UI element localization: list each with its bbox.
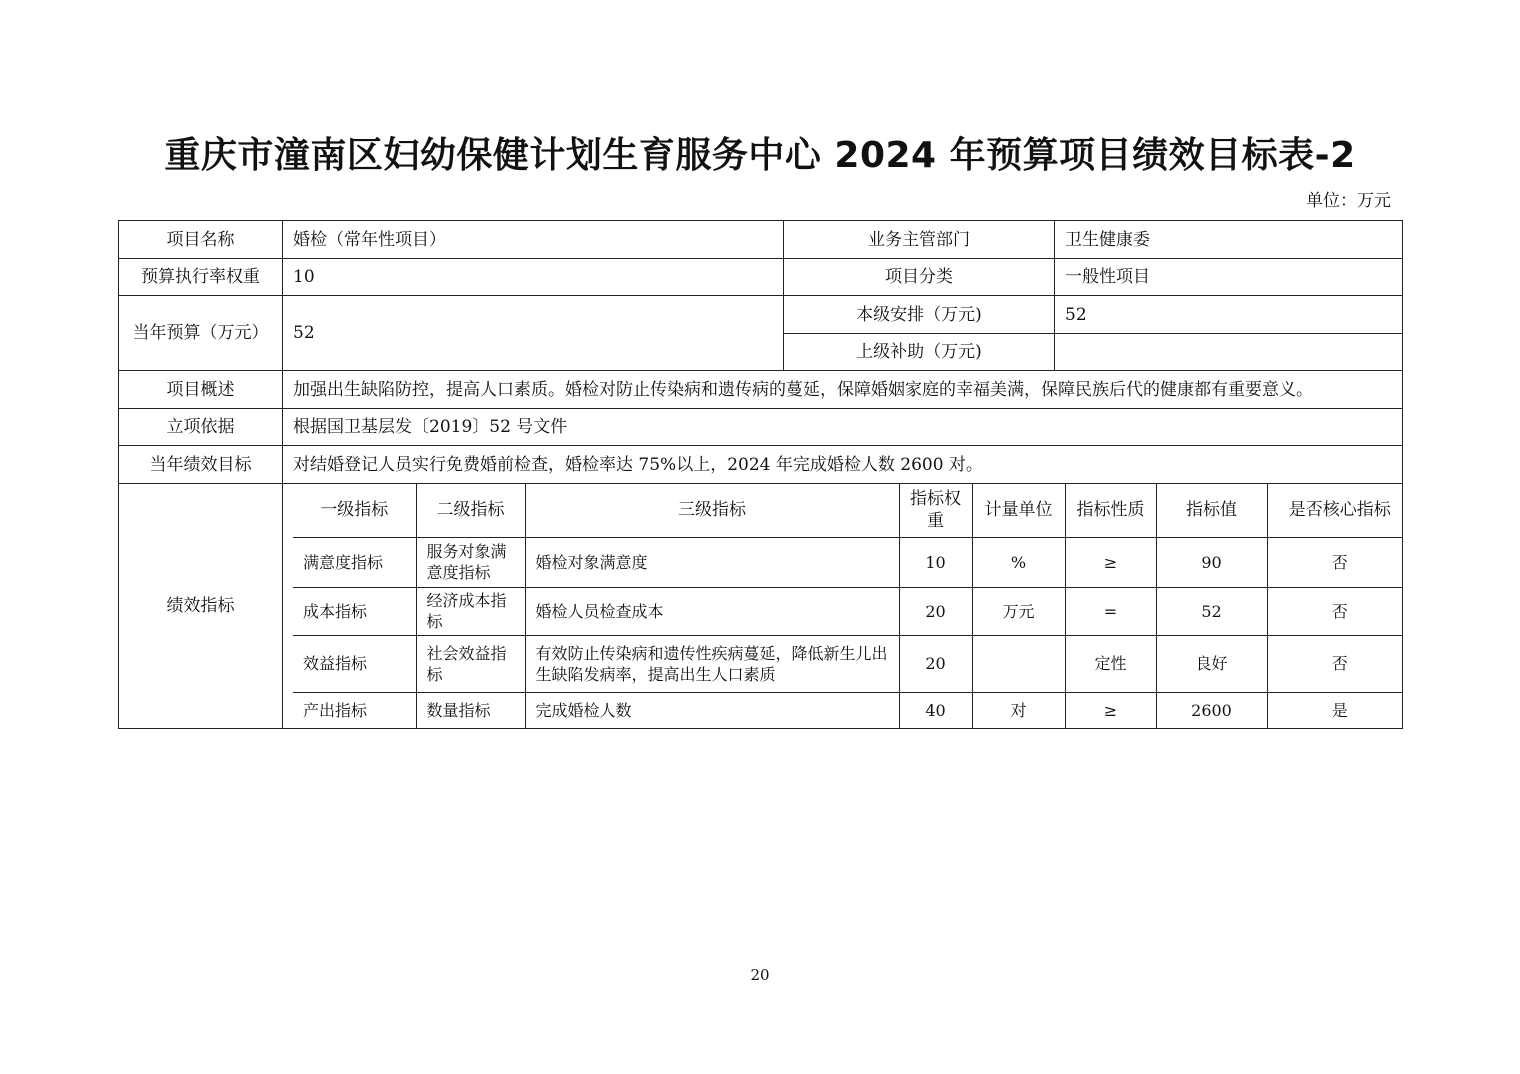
row-unit: % xyxy=(972,537,1065,587)
table-row xyxy=(293,692,1403,728)
row-unit xyxy=(972,635,1065,692)
row-level3: 完成婚检人数 xyxy=(525,692,899,728)
row-weight: 20 xyxy=(899,587,972,635)
category-label: 项目分类 xyxy=(784,259,1055,296)
subsidy-value xyxy=(1055,334,1403,371)
row-level1: 产出指标 xyxy=(293,692,416,728)
overview-label: 项目概述 xyxy=(119,371,283,409)
goal-value: 对结婚登记人员实行免费婚前检查，婚检率达 75%以上，2024 年完成婚检人数 2600 对。 xyxy=(283,446,1403,484)
row-nature: 定性 xyxy=(1065,635,1156,692)
header-weight: 指标权重 xyxy=(899,484,972,537)
basis-label: 立项依据 xyxy=(119,409,283,446)
project-name-label: 项目名称 xyxy=(119,221,283,259)
budget-value: 52 xyxy=(283,296,784,371)
row-level1: 满意度指标 xyxy=(293,537,416,587)
header-level2: 二级指标 xyxy=(416,484,525,537)
header-value: 指标值 xyxy=(1156,484,1267,537)
row-value: 90 xyxy=(1156,537,1267,587)
page-number: 20 xyxy=(750,966,770,984)
row-level1: 成本指标 xyxy=(293,587,416,635)
row-weight: 10 xyxy=(899,537,972,587)
performance-table xyxy=(118,220,1403,729)
header-unit: 计量单位 xyxy=(972,484,1065,537)
row-level2: 社会效益指标 xyxy=(416,635,525,692)
row-weight: 20 xyxy=(899,635,972,692)
dept-value: 卫生健康委 xyxy=(1055,221,1403,259)
local-arrangement-value: 52 xyxy=(1055,296,1403,334)
row-nature: ≥ xyxy=(1065,537,1156,587)
row-core: 是 xyxy=(1267,692,1403,728)
row-level2: 服务对象满意度指标 xyxy=(416,537,525,587)
header-nature: 指标性质 xyxy=(1065,484,1156,537)
header-level1: 一级指标 xyxy=(293,484,416,537)
header-level3: 三级指标 xyxy=(525,484,899,537)
indicators-cell xyxy=(283,484,1403,729)
dept-label: 业务主管部门 xyxy=(784,221,1055,259)
row-core: 否 xyxy=(1267,587,1403,635)
row-value: 良好 xyxy=(1156,635,1267,692)
table-row xyxy=(293,537,1403,587)
table-row xyxy=(293,635,1403,692)
weight-value: 10 xyxy=(283,259,784,296)
overview-value: 加强出生缺陷防控，提高人口素质。婚检对防止传染病和遗传病的蔓延，保障婚姻家庭的幸福美满，保障民族后代的健康都有重要意义。 xyxy=(283,371,1403,409)
row-level3: 婚检人员检查成本 xyxy=(525,587,899,635)
row-value: 52 xyxy=(1156,587,1267,635)
indicators-label: 绩效指标 xyxy=(119,484,283,729)
goal-label: 当年绩效目标 xyxy=(119,446,283,484)
header-core: 是否核心指标 xyxy=(1267,484,1403,537)
weight-label: 预算执行率权重 xyxy=(119,259,283,296)
unit-label: 单位：万元 xyxy=(1306,191,1391,211)
row-level1: 效益指标 xyxy=(293,635,416,692)
row-level3: 有效防止传染病和遗传性疾病蔓延，降低新生儿出生缺陷发病率，提高出生人口素质 xyxy=(525,635,899,692)
row-unit: 对 xyxy=(972,692,1065,728)
project-name-value: 婚检（常年性项目） xyxy=(283,221,784,259)
row-weight: 40 xyxy=(899,692,972,728)
budget-label: 当年预算（万元） xyxy=(119,296,283,371)
row-core: 否 xyxy=(1267,635,1403,692)
local-arrangement-label: 本级安排（万元) xyxy=(784,296,1055,334)
row-unit: 万元 xyxy=(972,587,1065,635)
row-level2: 经济成本指标 xyxy=(416,587,525,635)
row-value: 2600 xyxy=(1156,692,1267,728)
indicators-table xyxy=(293,484,1403,728)
table-row xyxy=(293,587,1403,635)
category-value: 一般性项目 xyxy=(1055,259,1403,296)
row-level3: 婚检对象满意度 xyxy=(525,537,899,587)
row-nature: ≥ xyxy=(1065,692,1156,728)
row-core: 否 xyxy=(1267,537,1403,587)
row-level2: 数量指标 xyxy=(416,692,525,728)
row-nature: = xyxy=(1065,587,1156,635)
basis-value: 根据国卫基层发〔2019〕52 号文件 xyxy=(283,409,1403,446)
page-title: 重庆市潼南区妇幼保健计划生育服务中心 2024 年预算项目绩效目标表-2 xyxy=(164,135,1356,176)
subsidy-label: 上级补助（万元) xyxy=(784,334,1055,371)
